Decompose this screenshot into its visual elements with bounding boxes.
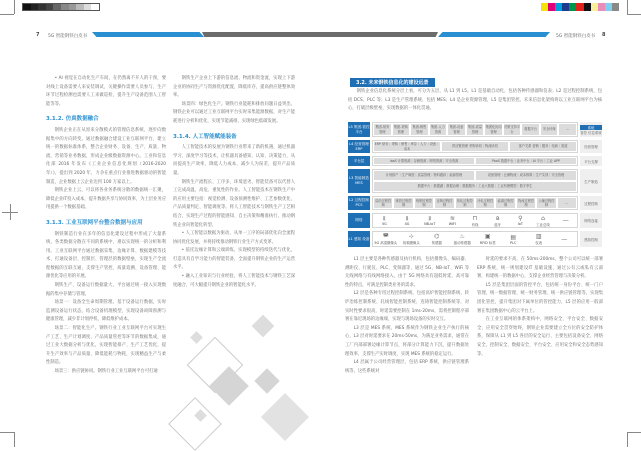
device-item [502, 233, 526, 245]
crop-mark [627, 0, 628, 14]
layer-module: 集团-采购管理 [393, 125, 408, 134]
crop-mark [627, 432, 628, 447]
antenna-icon: ⫫ [382, 215, 387, 222]
device-label: PLC [510, 240, 517, 245]
device-label: RFID 标签 [479, 241, 496, 245]
layer-body [372, 196, 578, 210]
device-item [510, 215, 531, 226]
layer-category: 平台支撑 [580, 156, 602, 166]
device-label: NB-IoT [424, 222, 436, 226]
top-right-badge: 系统 [580, 125, 602, 130]
crop-mark [627, 14, 641, 15]
section-title: 3.2. 未来钢铁信息化的建设远景 [350, 78, 435, 87]
paragraph: 钢铁生产流程长、工序多、环境恶劣，智能装备可以代替人工完成高温、高危、重复性的作业。人工智能技术在钢铁生产中的应用主要包括：视觉检测、设备预测性维护、工艺参数优化、产品质量判定、智能调度等。将人工智能技术与钢铁生产工艺相结合，实现生产过程的智能感知、自主决策和精准执行，推动钢铁企业向智能化转型。 [173, 179, 295, 228]
right-page-number: 8 [602, 32, 606, 38]
layer-label: L2 过程控制 PCS [348, 196, 370, 210]
device-label: 有线 [471, 222, 479, 227]
device-label: 工业总线 [536, 222, 550, 227]
diagram-row [348, 169, 602, 193]
device-label: 5G [381, 222, 387, 226]
device-item [442, 215, 463, 226]
crop-mark [627, 432, 641, 433]
right-header-title: 5G 智能钢铁白皮书 [556, 34, 596, 39]
decorative-diamond [252, 315, 275, 338]
layer-module: 设备管理｜仓储物流｜成本核算｜生产实绩｜安全管理 [476, 171, 576, 180]
bluetooth-icon: ʙ [495, 214, 500, 222]
diagram-row [348, 122, 602, 137]
paragraph: 钢铁制造行业在多年的信息化建设过程中形成了大量系统，各类数据分散在不同的系统中，难以实现统一的分析和利用。工业互联网平台通过数据采集、边缘计算、数据建模等技术，打通设备层、控制层、管理层的数据壁垒，实现生产全流程数据的互联互通，支撑生产管控、质量追溯、设备管理、能源优化等应用的开展。 [46, 231, 166, 280]
layer-module: 客户关系 营销｜服务｜电商｜渠道 [510, 142, 576, 151]
layer-body [372, 231, 578, 247]
left-page-number: 7 [36, 32, 40, 38]
intro-paragraph: 钢铁企业信息化系统分层上看，可分为五层，从 L1 到 L5。L1 是基础自动化，包括各种传感器和仪表；L2 是过程控制系统，包括 DCS、PLC 等；L3 是生产管理系统，包括 MES；L4 是企业资源管理，L5 是集团管控。未来信息化架构将以工业互联网平台为核心，打破层级壁垒，实现数据的一体化贯通。 [348, 89, 602, 112]
registration-mark [10, 204, 11, 220]
paragraph: 钢铁生产、设备运行数据量大，平台通过统一接入实现数据的集中存储与管理。 [46, 283, 166, 297]
device-label: 振动传感器 [453, 241, 471, 245]
layer-module: 炼钢过程控制 [416, 198, 432, 207]
paragraph: 钢铁企业正在从原来分散模式的管理信息系统，逐步向数据集中的方向转变。通过数据融合建设工业互联网平台，建立统一的数据标准体系，整合企业财务、设备、生产、质量、物流、营销等业务数据，形成企业级数据资源中心。工业和信息化部 2016 年发布《工业企业信息化规划（2016-2020 年）》，提出到 2020 年，力争在重点行业推进数据驱动的智能制造，企业数据上云企业达到 100 万家以上。 [46, 127, 166, 185]
layer-module: 集团-质量管理 [468, 125, 482, 134]
layer-body [372, 156, 578, 166]
layer-module: 数据平台 [522, 124, 539, 135]
layer-module: 能源过程控制 [497, 198, 514, 207]
layer-module: ERP 财务｜采购｜销售｜库存｜人力｜设备｜成本 [374, 142, 440, 151]
vibration-icon: ♨ [459, 233, 465, 240]
subsection-heading: 3.1.3. 工业互联网平台整合数据与应用 [46, 219, 143, 226]
paragraph: 人工智能技术的发展为钢铁行业带来了新的机遇，通过机器学习、深度学习等技术，让机器具备感知、认知、决策能力，从而提高生产效率，降低人力成本，减少人为误差，提升产品质量。 [173, 145, 295, 176]
device-label: 传感器 [431, 241, 442, 245]
crop-mark [14, 432, 15, 447]
device-label: 4G [404, 222, 410, 226]
paragraph: 在工业互联网的体系架构中，网络安全、平台安全、数据安全、应用安全贯穿始终，钢铁企业需要建立全方位的安全防护体系，保障从 L1 到 L5 各层的安全运行，主要包括设备安全、网络安全、控制安全、数据安全、平台安全、应用安全和安全态势感知等。 [477, 317, 603, 357]
paragraph: • 融入工业知识与行业经验，将人工智能技术与钢铁工艺深度融合，可大幅提升钢铁企业的智能化水平。 [173, 274, 295, 288]
layer-category-text: 管控 信息系统 [580, 130, 602, 135]
device-item [465, 215, 486, 226]
device-item [419, 215, 440, 226]
device-item [553, 233, 577, 245]
layer-module: 炼铁过程控制 [395, 198, 412, 207]
paragraph: L5 层是集团层面的管控平台，包括统一身份平台、统一门户管理、统一数据管理、统一财务管理、统一供应链管理等，实现集团化管控，提升集团对下属单位的管控能力，L5 层的应用一般部署在集团数据中心的云平台上。 [477, 282, 603, 314]
meter-icon: ▥ [535, 233, 542, 240]
device-item [374, 215, 395, 226]
layer-label: L4 经营管理 ERP [348, 140, 370, 153]
decorative-diamond [190, 331, 203, 344]
diagram-row [348, 231, 602, 247]
device-item [476, 233, 500, 245]
device-item [400, 233, 424, 245]
decorative-diamond [254, 368, 279, 393]
layer-module: … [558, 198, 576, 208]
satellite-icon: ⌂ [541, 214, 545, 222]
decorative-diamond [168, 397, 222, 451]
decorative-diamond [261, 393, 309, 441]
layer-module: 集团-设备管理 [449, 125, 464, 134]
section-intro [348, 88, 602, 114]
right-column-1 [345, 256, 469, 376]
camera-icon: ◚ [382, 233, 389, 240]
diagram-row [348, 156, 602, 166]
paragraph: 钢铁生产企业上下游的信息流、物流和资金流，实现上下游企业的协同生产与资源优化配置，降低库存，提高供应链整体效率。 [173, 76, 295, 99]
device-item [487, 215, 508, 226]
more-icon: — [562, 217, 569, 224]
layer-module: 公辅过程控制 [538, 198, 555, 207]
layer-module: 数据中台｜数据湖｜数据治理｜数据服务｜工业大数据｜工业机理模型｜数字孪生 [374, 182, 576, 191]
layer-module: 集团化协同管理 [485, 125, 502, 134]
device-label: 仪表 [535, 241, 543, 245]
layer-module: 计划排产｜生产调度｜质量管理｜物料跟踪｜能源管理 [374, 171, 474, 180]
layer-module: PaaS 数据中台｜业务中台｜AI 平台｜工业 APP [476, 158, 576, 164]
device-label: 蓝牙 [494, 222, 502, 227]
paragraph: L4 层属于公司经营管理层，包括 ERP 系统，供应链管理系统等，这些系统对 [345, 360, 469, 374]
subsection-heading: 3.1.4. 人工智能赋能装备 [173, 133, 237, 140]
diagram-row [348, 196, 602, 210]
color-calibration-bar [541, 3, 619, 11]
device-label: IoT [517, 222, 523, 226]
layer-label: L1 感知 设备 [348, 231, 370, 247]
robot-icon: ⌬ [434, 233, 440, 240]
layer-body [372, 122, 578, 137]
layer-module: IaaS 计算资源｜存储资源｜网络资源｜安全资源 [374, 158, 474, 164]
device-item [527, 233, 551, 245]
device-label: WIFI [448, 222, 456, 226]
device-item [425, 233, 449, 245]
device-item [397, 215, 418, 226]
device-item [533, 215, 554, 226]
layer-label: L3 智能制造 MES [348, 169, 370, 193]
rfid-icon: ▣ [484, 233, 491, 240]
layer-category: 感知控制 [580, 231, 602, 247]
crop-mark [14, 0, 15, 14]
layer-body [372, 140, 578, 153]
left-column-1 [46, 75, 166, 377]
layer-module: 决策支持平台 [504, 125, 521, 134]
layer-label: 网络 [348, 213, 370, 228]
layer-module: 烧结过程控制 [375, 198, 392, 207]
layer-category: 经营管理 [580, 140, 602, 153]
paragraph: 场景三：供应链协同。钢铁行业工业互联网平台可打通 [54, 369, 158, 374]
crop-mark [0, 14, 14, 15]
paragraph: 时延的要求不高，在 50ms-200ms，整个公司可以统一部署 ERP 系统，统一规划建设IT 基础设施，通过公有云或私有云部署，构建统一的数据中心，支撑企业经营管理与决策分析。 [477, 257, 603, 280]
paragraph: • AI 视觉在自动化生产车间，在仍然离不开人的干预，要对线上设备需要人来安装调试，关键操作需要人员参与，生产环节过程检测也需要人工来做巡检，提升生产设备范围人工智能等等。 [46, 76, 166, 107]
layer-module: 冷轧过程控制 [477, 198, 494, 207]
right-column-2 [477, 256, 603, 359]
device-item [555, 215, 576, 226]
layer-module: 物流过程控制 [518, 198, 535, 207]
layer-category: 网络连接 [580, 213, 602, 228]
more-icon: — [561, 235, 568, 243]
paragraph: • 人工智能以数据为驱动，从单一工序的局部优化向全流程协同优化发展，并将持续推动钢铁行业生产方式变革。 [173, 231, 295, 245]
header-gray-bar [202, 32, 438, 37]
paragraph: 场景二：智能化生产。钢铁行业工业互联网平台可实现生产工艺、生产计划调度、产品质量管控等环节的数据集成，通过工业大数据分析与优化，实现智能排产、生产工艺优化，提升生产效率与产品质量，降低能耗与物耗，实现精益生产与柔性制造。 [46, 326, 166, 366]
grayscale-calibration-bar [22, 3, 100, 11]
paragraph: L3 层是 MES 系统，MES 系统作为钢铁企业生产执行的核心，L3 层对时延要求在 20ms-50ms，为满足业务需求，通常在工厂内部部署边缘计算节点，将部分计算能力下沉，提升数据处理效率，支撑生产实时调度，实现 MES 系统的稳定运行。 [345, 325, 469, 357]
layer-body [372, 213, 578, 228]
paragraph: L1 层主要是各种传感器及执行机构，包括摄像头、编码器、测距仪、行驶仪、PLC、变频器等，通过 5G、NB-IoT、WiFi 等无线网络与有线网络接入，由于 5G 网络具有超低时延、高可靠性的特点，可满足控制类业务的需求。 [345, 257, 469, 288]
device-item [374, 233, 398, 245]
paragraph: 场景一：设备全生命周期管理。基于设备运行数据，实时监测设备运行状态，结合设备机理模型，实现设备故障预测与健康管理，减少非计划停机，降低维护成本。 [46, 300, 166, 323]
layer-label: L5 集团-管控平台 [348, 122, 370, 137]
layer-module: 安全环保 [541, 124, 558, 135]
antenna-icon: ⫫ [405, 215, 409, 222]
paragraph: 钢铁企业上云，可以将各业务系统分散的数据统一汇聚，降低企业IT投入成本，提升数据共享与协同效率，为上层业务应用提供一个数据基础。 [46, 188, 166, 211]
header-blue-bar [438, 32, 550, 37]
device-label: 5G 高清摄像头 [374, 241, 398, 245]
header-blue-bar [92, 32, 204, 37]
layer-category: 生产制造 [580, 169, 602, 193]
diagram-row [348, 140, 602, 153]
left-column-2 [173, 75, 295, 290]
diagram-row [348, 213, 602, 228]
device-item [451, 233, 475, 245]
left-header-title: 5G 智能钢铁白皮书 [48, 34, 88, 39]
layer-category [580, 122, 602, 137]
device-label: 视频摄像头 [402, 241, 420, 245]
layer-module: 连铸过程控制 [436, 198, 453, 207]
layer-module: 热轧过程控制 [456, 198, 473, 207]
wifi-icon: ≋ [449, 215, 455, 222]
layer-module: 供应链管理 采购协同｜物流协同 [442, 142, 508, 151]
antenna-icon: ⫫ [427, 215, 432, 222]
layer-module: 集团-财务管理 [375, 125, 390, 134]
layer-category: 过程控制 [580, 196, 602, 210]
layer-module: 集团-人力资源 [430, 125, 445, 134]
paragraph: L2 层是各种专用过程控制系统，包括高炉智能控制系统、转炉冶炼控制系统、轧线智能控制系统、连铸智能控制系统等，对实时性要求很高，时延需要控制在 1ms-20ms，需将控制程序部署在靠近现场的边缘端，实现与现场设备的实时交互。 [345, 291, 469, 323]
layer-module: 集团-销售管理 [412, 125, 427, 134]
plc-icon: ▤ [510, 233, 517, 241]
sensor-icon: ⊹ [408, 233, 414, 240]
layer-module: … [559, 124, 576, 135]
crop-mark [0, 432, 14, 433]
layer-body [372, 169, 578, 193]
ethernet-icon: ⊓ [472, 214, 478, 222]
paragraph: • 依托边缘计算和云端训练，实现模型的持续迭代与优化，打造具有自学习能力的智能装备，全面提升钢铁企业的生产运营水平。 [173, 248, 295, 271]
layer-label: 平台层 [348, 156, 370, 166]
wrench-icon: ⚲ [518, 215, 523, 222]
paragraph: 场景四：绿色化生产。钢铁行业能耗和排放问题日益突出，钢铁企业可以通过工业互联网平台实时采集能源数据，对生产能耗进行分析和优化，实现节能减排，实现绿色低碳发展。 [173, 101, 295, 124]
subsection-heading: 3.1.2. 仿真数据融合 [46, 116, 99, 123]
layer-subrow [374, 171, 576, 180]
